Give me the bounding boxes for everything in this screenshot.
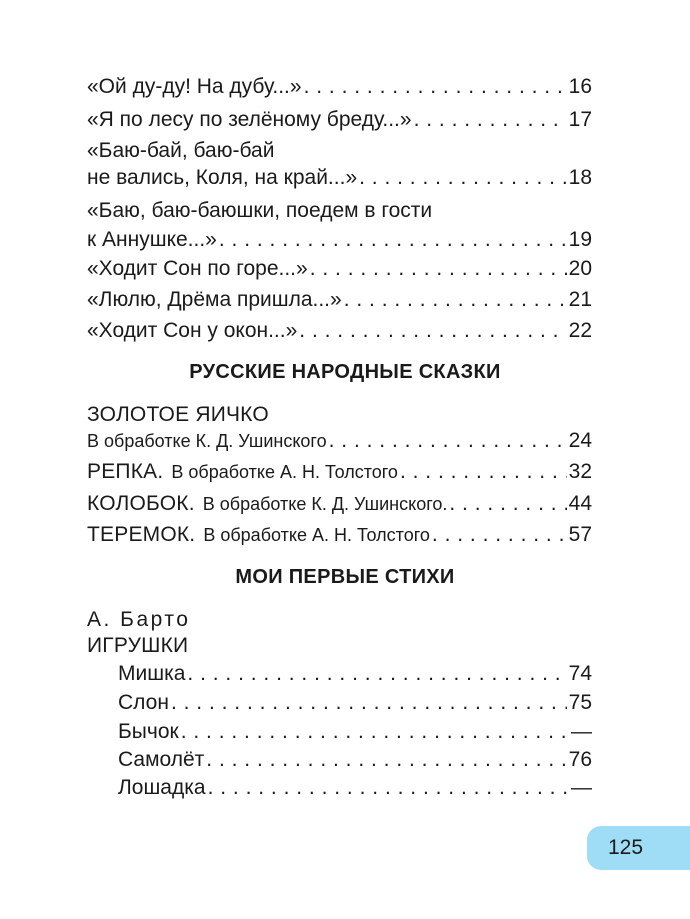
entry-title: Самолёт	[118, 748, 205, 771]
entry-title: ТЕРЕМОК.	[87, 523, 196, 546]
entry-title: «Я по лесу по зелёному бреду...»	[87, 108, 412, 131]
entry-title-line1: ЗОЛОТОЕ ЯИЧКО	[87, 403, 269, 426]
toc-entry[interactable]	[87, 226, 592, 253]
toc-entry[interactable]	[118, 774, 592, 801]
entry-title: Бычок	[118, 720, 179, 743]
entry-page: 18	[568, 166, 592, 189]
entry-note: В обработке К. Д. Ушинского.	[202, 494, 448, 514]
toc-entry[interactable]	[87, 317, 592, 344]
toc-entry[interactable]	[87, 255, 592, 282]
entry-page: 74	[568, 662, 592, 685]
toc-entry[interactable]	[87, 286, 592, 313]
dot-leader	[414, 106, 567, 133]
dot-leader	[181, 718, 569, 745]
entry-title: Лошадка	[118, 776, 206, 799]
toc-entry[interactable]	[87, 73, 592, 100]
section-heading: МОИ ПЕРВЫЕ СТИХИ	[235, 566, 455, 588]
dot-leader	[304, 73, 567, 100]
entry-title: не вались, Коля, на край...»	[87, 166, 358, 189]
cycle-title: ИГРУШКИ	[87, 634, 189, 657]
toc-entry[interactable]	[118, 718, 592, 745]
entry-page: —	[571, 720, 592, 743]
page-number: 125	[608, 836, 644, 859]
toc-entry[interactable]	[118, 689, 592, 716]
toc-entry[interactable]	[118, 660, 592, 687]
toc-entry[interactable]	[87, 427, 592, 455]
dot-leader	[432, 521, 567, 548]
entry-page: 44	[568, 492, 592, 515]
toc-entry[interactable]	[87, 458, 592, 486]
dot-leader	[359, 164, 567, 191]
dot-leader	[206, 746, 566, 773]
entry-title: КОЛОБОК.	[87, 492, 195, 515]
entry-page: 20	[568, 257, 592, 280]
entry-page: 19	[568, 228, 592, 251]
toc-entry[interactable]	[87, 490, 592, 518]
entry-title: Мишка	[118, 662, 186, 685]
toc-entry[interactable]	[87, 106, 592, 133]
entry-page: 32	[568, 460, 592, 483]
page-number-badge	[587, 826, 690, 870]
dot-leader	[219, 226, 567, 253]
entry-note: В обработке А. Н. Толстого	[203, 525, 430, 545]
entry-page: 76	[568, 748, 592, 771]
entry-page: 24	[568, 429, 592, 452]
toc-entry[interactable]	[87, 521, 592, 549]
entry-title: «Люлю, Дрёма пришла...»	[87, 288, 342, 311]
section-heading: РУССКИЕ НАРОДНЫЕ СКАЗКИ	[189, 361, 501, 383]
entry-title-line1: «Баю, баю-баюшки, поедем в гости	[87, 199, 433, 222]
entry-page: 75	[568, 691, 592, 714]
dot-leader	[310, 255, 567, 282]
dot-leader	[187, 660, 566, 687]
dot-leader	[171, 689, 567, 716]
entry-page: 57	[568, 523, 592, 546]
entry-page: 21	[568, 288, 592, 311]
entry-title: «Ходит Сон у окон...»	[87, 319, 298, 342]
entry-title: Слон	[118, 691, 169, 714]
entry-title: «Ходит Сон по горе...»	[87, 257, 308, 280]
dot-leader	[449, 490, 566, 517]
entry-title: к Аннушке...»	[87, 228, 217, 251]
entry-page: —	[571, 776, 592, 799]
entry-page: 22	[568, 319, 592, 342]
dot-leader	[400, 458, 567, 485]
entry-title: «Ой ду-ду! На дубу...»	[87, 75, 302, 98]
toc-entry[interactable]	[118, 746, 592, 773]
entry-note: В обработке А. Н. Толстого	[171, 462, 398, 482]
entry-page: 16	[568, 75, 592, 98]
entry-title-line1: «Баю-бай, баю-бай	[87, 139, 275, 162]
dot-leader	[344, 286, 567, 313]
entry-page: 17	[568, 108, 592, 131]
dot-leader	[299, 317, 566, 344]
entry-note: В обработке К. Д. Ушинского	[87, 431, 327, 451]
toc-entry[interactable]	[87, 164, 592, 191]
dot-leader	[329, 427, 567, 454]
dot-leader	[208, 774, 569, 801]
author-name: А. Барто	[87, 608, 191, 631]
entry-title: РЕПКА.	[87, 460, 164, 483]
